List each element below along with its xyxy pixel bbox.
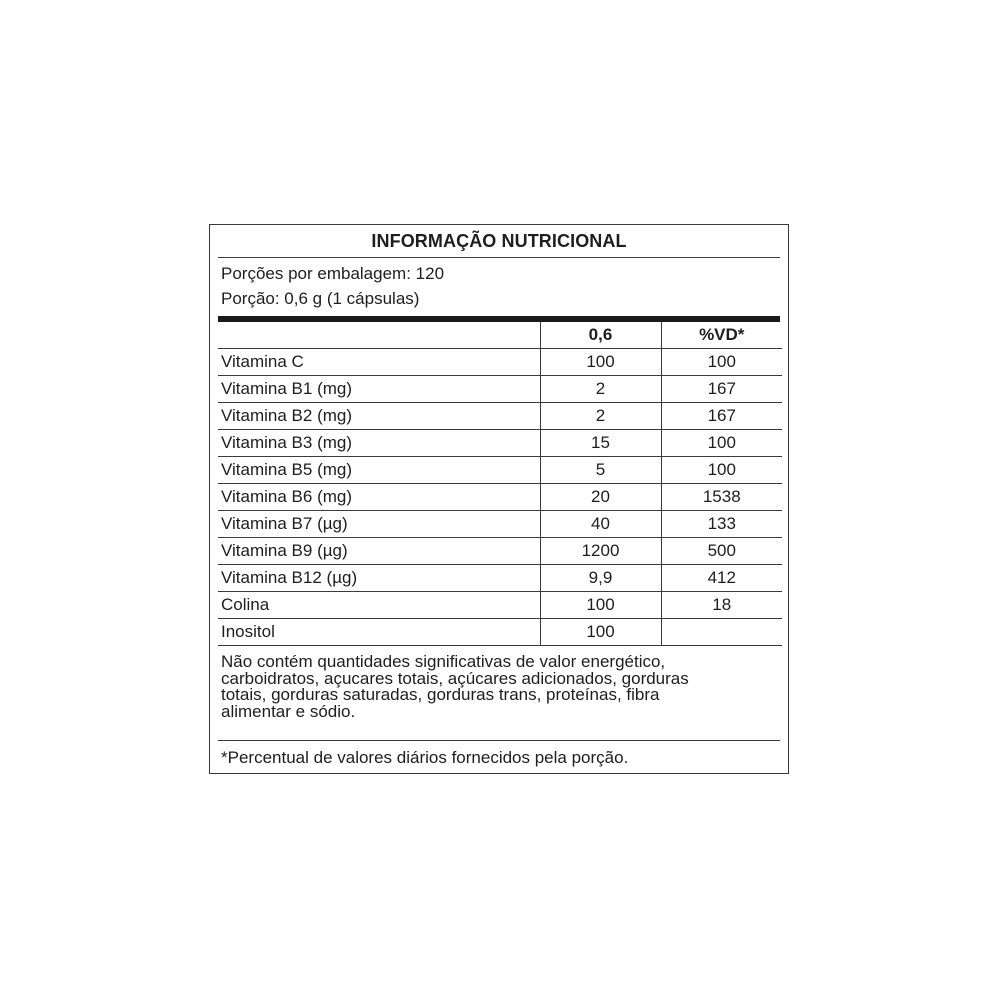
divider xyxy=(218,257,780,258)
nutrient-name: Vitamina B7 (µg) xyxy=(218,511,540,538)
table-header-row xyxy=(218,322,782,349)
table-row xyxy=(218,511,782,538)
nutrient-amount: 100 xyxy=(540,592,661,619)
nutrient-daily-value: 412 xyxy=(661,565,782,592)
nutrient-amount: 100 xyxy=(540,349,661,376)
disclaimer-line: Não contém quantidades significativas de valor energético, xyxy=(221,652,666,671)
disclaimer-line: alimentar e sódio. xyxy=(221,701,356,721)
nutrient-daily-value: 167 xyxy=(661,376,782,403)
nutrient-amount: 5 xyxy=(540,457,661,484)
table-row xyxy=(218,430,782,457)
nutrient-amount: 9,9 xyxy=(540,565,661,592)
nutrient-daily-value: 18 xyxy=(661,592,782,619)
nutrient-table xyxy=(218,322,782,646)
nutrient-daily-value: 100 xyxy=(661,457,782,484)
nutrient-daily-value: 167 xyxy=(661,403,782,430)
table-row xyxy=(218,592,782,619)
servings-block xyxy=(221,261,444,311)
table-row xyxy=(218,349,782,376)
disclaimer-line: carboidratos, açucares totais, açúcares adicionados, gorduras xyxy=(221,668,689,688)
nutrient-name: Colina xyxy=(218,592,540,619)
label-title: INFORMAÇÃO NUTRICIONAL xyxy=(371,231,627,251)
nutrient-name: Vitamina B9 (µg) xyxy=(218,538,540,565)
nutrition-label xyxy=(209,224,789,774)
nutrient-name: Vitamina C xyxy=(218,349,540,376)
servings-per-package: Porções por embalagem: 120 xyxy=(221,264,445,283)
nutrient-amount: 20 xyxy=(540,484,661,511)
nutrient-name: Inositol xyxy=(218,619,540,646)
table-row xyxy=(218,457,782,484)
header-nutrient xyxy=(218,322,540,349)
nutrient-daily-value: 100 xyxy=(661,430,782,457)
nutrient-amount: 2 xyxy=(540,403,661,430)
header-amount: 0,6 xyxy=(540,322,661,349)
disclaimer xyxy=(221,654,786,720)
nutrient-amount: 15 xyxy=(540,430,661,457)
nutrient-amount: 1200 xyxy=(540,538,661,565)
serving-size: Porção: 0,6 g (1 cápsulas) xyxy=(221,289,420,308)
table-row xyxy=(218,376,782,403)
footnote: *Percentual de valores diários fornecidos pela porção. xyxy=(221,748,629,767)
nutrient-name: Vitamina B3 (mg) xyxy=(218,430,540,457)
nutrient-daily-value: 100 xyxy=(661,349,782,376)
nutrient-amount: 100 xyxy=(540,619,661,646)
nutrient-name: Vitamina B1 (mg) xyxy=(218,376,540,403)
nutrient-name: Vitamina B2 (mg) xyxy=(218,403,540,430)
nutrient-name: Vitamina B12 (µg) xyxy=(218,565,540,592)
table-row xyxy=(218,619,782,646)
disclaimer-line: totais, gorduras saturadas, gorduras trans, proteínas, fibra xyxy=(221,685,660,704)
table-row xyxy=(218,538,782,565)
nutrient-daily-value: 133 xyxy=(661,511,782,538)
nutrient-name: Vitamina B5 (mg) xyxy=(218,457,540,484)
nutrient-daily-value: 500 xyxy=(661,538,782,565)
nutrient-amount: 40 xyxy=(540,511,661,538)
divider xyxy=(218,740,780,741)
table-row xyxy=(218,565,782,592)
header-daily-value: %VD* xyxy=(661,322,782,349)
nutrient-daily-value: 1538 xyxy=(661,484,782,511)
nutrient-amount: 2 xyxy=(540,376,661,403)
table-row xyxy=(218,484,782,511)
nutrient-name: Vitamina B6 (mg) xyxy=(218,484,540,511)
nutrient-daily-value xyxy=(661,619,782,646)
table-row xyxy=(218,403,782,430)
